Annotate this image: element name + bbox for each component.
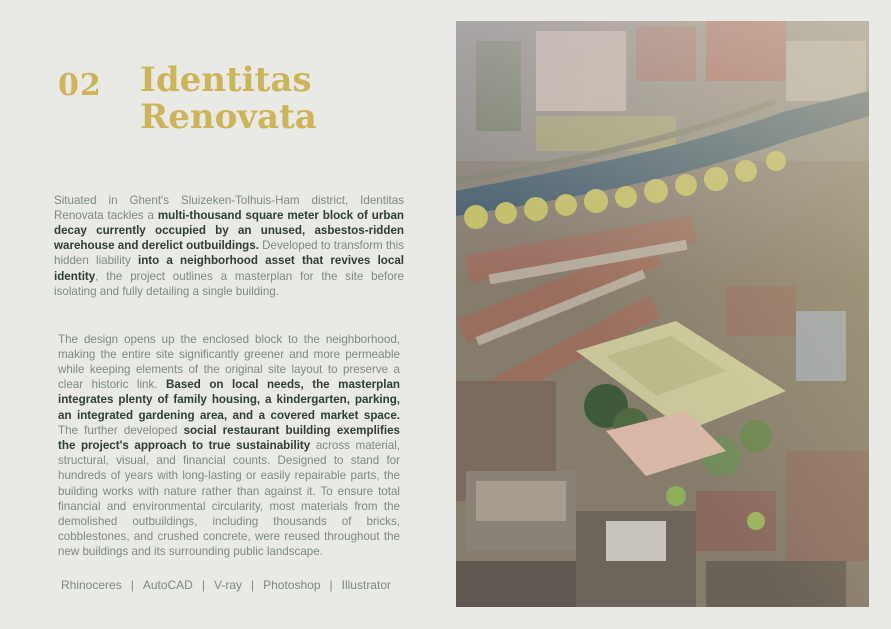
body-text: across material, structural, visual, and financial counts. Designed to stand for hundreds of years with long-lasting or easily repairable parts, the building works with nature rather than against it. To ensure total financial and environmental circularity, most materials from the demolished outbuildings, including thousands of bricks, cobblestones, and crushed concrete, were reused throughout the new buildings and its surrounding public landscape. [58, 439, 401, 559]
tool-name: V-ray [213, 578, 242, 592]
aerial-render-image [456, 21, 869, 607]
project-title [140, 62, 340, 136]
body-text: The further developed [58, 423, 184, 437]
title-line-2: Renovata [140, 97, 317, 137]
title-line-1: Identitas [140, 60, 312, 100]
tool-name: Rhinoceres [61, 578, 122, 592]
highlight-text: social restaurant building exemplifies the project's approach to true sustainability [58, 423, 400, 453]
aerial-render-illustration [456, 21, 869, 607]
tool-separator: | [251, 578, 255, 592]
highlight-text: Based on local needs, the masterplan integrates plenty of family housing, a kindergarten, parking, an integrated gardening area, and a covered market space. [58, 378, 400, 422]
tool-name: Photoshop [263, 578, 321, 592]
tool-separator: | [201, 578, 205, 592]
body-text: Developed to transform this hidden liability [54, 239, 404, 268]
design-paragraph [58, 332, 400, 560]
highlight-text: into a neighborhood asset that revives local identity [54, 254, 404, 283]
software-list [61, 578, 391, 592]
tool-name: AutoCAD [142, 578, 193, 592]
project-number: 02 [58, 68, 102, 103]
tool-name: Illustrator [341, 578, 391, 592]
highlight-text: multi-thousand square meter block of urban decay currently occupied by an unused, asbestos-ridden warehouse and derelict outbuildings. [54, 208, 405, 253]
tool-separator: | [130, 578, 134, 592]
intro-paragraph [54, 193, 404, 299]
tool-separator: | [329, 578, 333, 592]
body-text: The design opens up the enclosed block to the neighborhood, making the entire site significantly greener and more permeable while keeping elements of the original site layout to preserve a clear historic link. [58, 332, 400, 392]
body-text: Situated in Ghent's Sluizeken-Tolhuis-Ham district, Identitas Renovata tackles a [54, 193, 404, 222]
body-text: , the project outlines a masterplan for the site before isolating and fully detailing a single building. [54, 269, 404, 298]
